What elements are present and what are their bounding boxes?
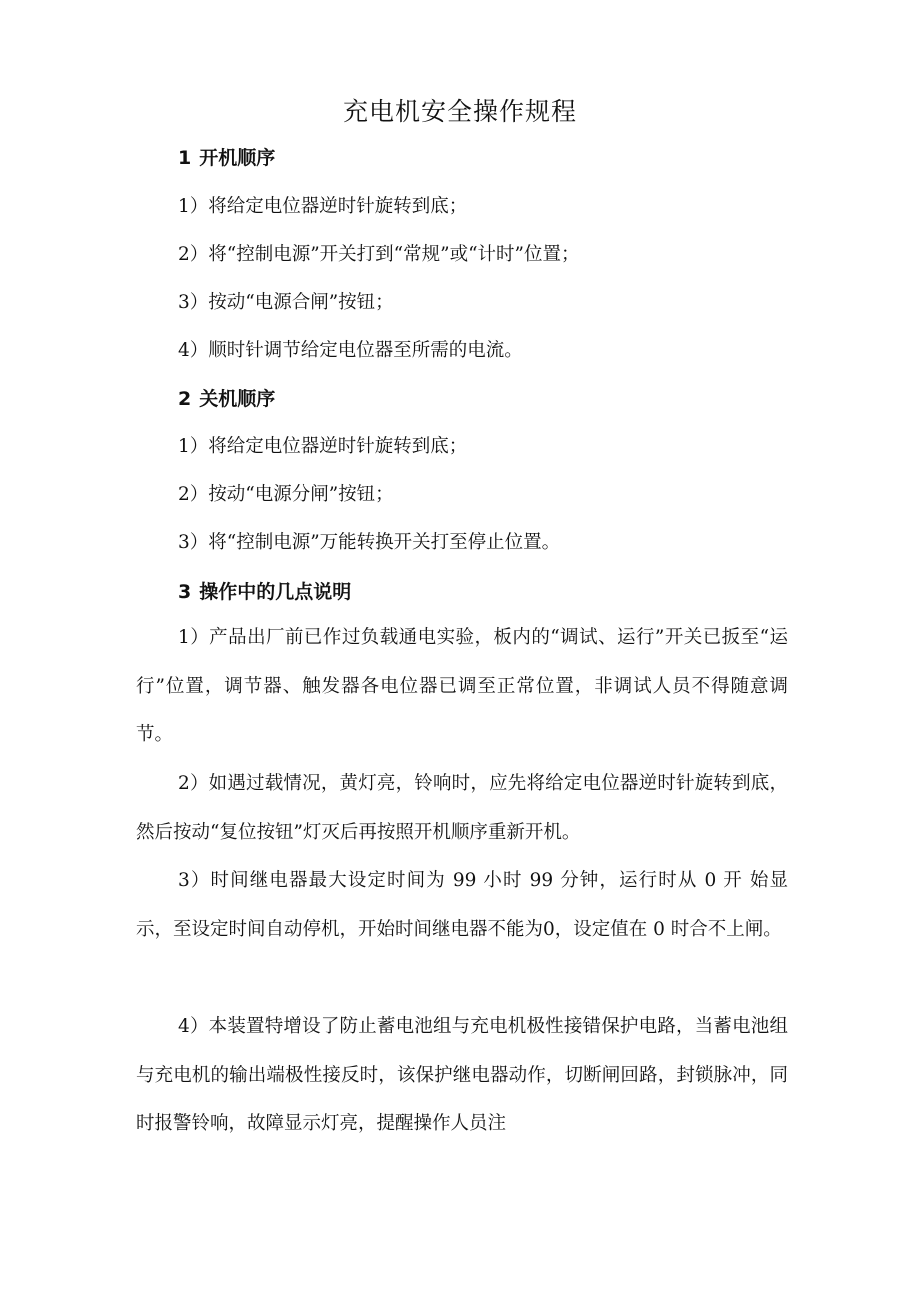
section-1-step-1: 1）将给定电位器逆时针旋转到底； [178,196,468,217]
section-1-step-3: 3）按动“电源合闸”按钮； [178,292,394,313]
section-1-step-4: 4）顺时针调节给定电位器至所需的电流。 [178,340,523,361]
section-number: 2 [178,388,192,410]
section-3-paragraph-2: 2）如遇过载情况，黄灯亮，铃响时，应先将给定电位器逆时针旋转到底，然后按动“复位按钮”灯灭后再按照开机顺序重新开机。 [136,773,788,843]
section-2-step-1: 1）将给定电位器逆时针旋转到底； [178,436,468,457]
section-1-heading [178,144,275,172]
section-3-paragraph-4: 4）本装置特增设了防止蓄电池组与充电机极性接错保护电路，当蓄电池组与充电机的输出端极性接反时，该保护继电器动作，切断闸回路，封锁脉冲，同时报警铃响，故障显示灯亮，提醒操作人员注 [136,1016,788,1134]
section-number: 3 [178,581,192,603]
section-title: 关机顺序 [199,388,276,410]
section-number: 1 [178,147,192,169]
section-title: 开机顺序 [199,147,276,169]
section-1-step-2: 2）将“控制电源”开关打到“常规”或“计时”位置； [178,244,580,265]
section-title: 操作中的几点说明 [199,581,352,603]
section-2-step-3: 3）将“控制电源”万能转换开关打至停止位置。 [178,532,561,553]
section-3-paragraph-3: 3）时间继电器最大设定时间为 99 小时 99 分钟，运行时从 0 开 始显示，至设定时间自动停机，开始时间继电器不能为0，设定值在 0 时合不上闸。 [136,870,788,940]
document-title: 充电机安全操作规程 [342,97,577,126]
section-2-step-2: 2）按动“电源分闸”按钮； [178,484,394,505]
section-3-heading [178,578,351,606]
section-2-heading [178,385,275,413]
section-3-paragraph-1: 1）产品出厂前已作过负载通电实验，板内的“调试、运行”开关已扳至“运行”位置，调节器、触发器各电位器已调至正常位置，非调试人员不得随意调节。 [136,627,788,745]
